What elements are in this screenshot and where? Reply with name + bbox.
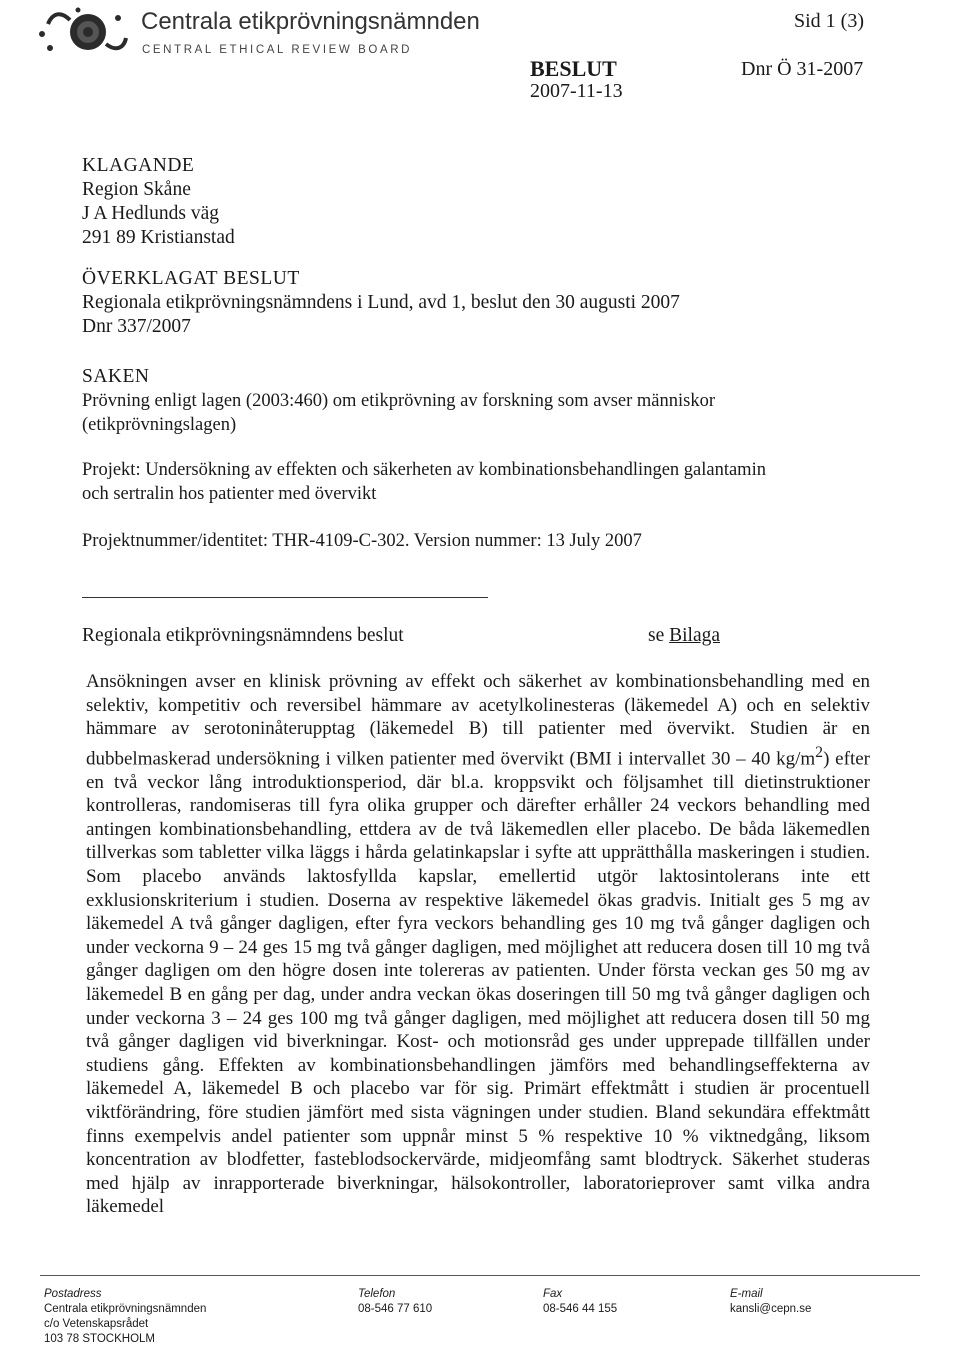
klagande-line: 291 89 Kristianstad: [82, 227, 235, 248]
overklagat-section: [82, 267, 680, 339]
postadress-label: Postadress: [44, 1288, 102, 1300]
divider: [82, 597, 488, 598]
klagande-line: J A Hedlunds väg: [82, 203, 220, 224]
footer-postadress: [44, 1287, 206, 1347]
overklagat-heading: ÖVERKLAGAT BESLUT: [82, 268, 300, 289]
body-text: [86, 670, 870, 1219]
page-number: Sid 1 (3): [794, 10, 864, 32]
footer-fax: [543, 1287, 617, 1317]
decision-see-prefix: se: [648, 625, 665, 646]
email-address[interactable]: kansli@cepn.se: [730, 1303, 812, 1315]
saken-line: (etikprövningslagen): [82, 415, 237, 435]
postadress-line: 103 78 STOCKHOLM: [44, 1333, 156, 1345]
bilaga-link[interactable]: Bilaga: [669, 625, 721, 646]
email-label: E-mail: [730, 1288, 763, 1300]
klagande-heading: KLAGANDE: [82, 155, 195, 176]
projekt-line: och sertralin hos patienter med övervikt: [82, 484, 377, 504]
case-number: Dnr Ö 31-2007: [741, 58, 864, 80]
document-date: 2007-11-13: [530, 80, 623, 102]
org-subtitle: CENTRAL ETHICAL REVIEW BOARD: [142, 44, 413, 56]
decision-label: Regionala etikprövningsnämndens beslut: [82, 625, 404, 646]
klagande-section: [82, 154, 235, 250]
footer-email: [730, 1287, 811, 1317]
org-name: Centrala etikprövningsnämnden: [141, 8, 480, 35]
postadress-line: Centrala etikprövningsnämnden: [44, 1303, 207, 1315]
footer-telefon: [358, 1287, 432, 1317]
decision-reference: [648, 624, 720, 648]
telefon-number: 08-546 77 610: [358, 1303, 433, 1315]
projekt-line: Projekt: Undersökning av effekten och säkerheten av kombinationsbehandlingen galantamin: [82, 460, 766, 480]
body-part-1: Ansökningen avser en klinisk prövning av effekt och säkerhet av kombinationsbehandling med en selektiv, kompetitiv och reversibel hämmare av acetylkolinesteras (läkemedel A) och en selektiv hämmare av serotoninåterupptag (läkemedel B) till patienter med övervikt. Studien är en dubbelmaskerad undersökning i vilken patienter med övervikt (BMI i intervallet 30 – 40 kg/m: [86, 671, 870, 770]
document-type: BESLUT: [530, 56, 617, 81]
fax-number: 08-546 44 155: [543, 1303, 618, 1315]
overklagat-line: Dnr 337/2007: [82, 316, 191, 337]
body-part-2: ) efter en två veckor lång introduktionsperiod, där bl.a. kroppsvikt och följsamhet till dietinstruktioner kontrolleras, randomiseras till fyra olika grupper och därefter erhåller 24 veckors behandling med antingen kombinationsbehandling, ettdera av de två läkemedlen eller placebo. De båda läkemedlen tillverkas som tabletter vilka läggs i hårda gelatinkapslar i syfte att upprätthålla maskeringen i studien. Som placebo används laktosfyllda kapslar, emellertid utgör laktosintolerans inte ett exklusionskriterium i studien. Doserna av respektive läkemedel ökas gradvis. Initialt ges 5 mg av läkemedel A två gånger dagligen, efter fyra veckors behandling ges 10 mg två gånger dagligen och under veckorna 9 – 24 ges 15 mg två gånger dagligen, med möjlighet att reducera dosen till 10 mg två gånger dagligen om den högre dosen inte tolereras av patienten. Under första veckan ges 50 mg av läkemedel B en gång per dag, under andra veckan ökas doseringen till 50 mg två gånger dagligen och under veckorna 3 – 24 ges 100 mg två gånger dagligen, med möjlighet att reducera dosen till 50 mg två gånger dagligen vid biverkningar. Kost- och motionsråd ges under upprepade tillfällen under studiens gång. Effekten av kombinationsbehandlingen jämförs med behandlingseffekterna av läkemedel A, läkemedel B och placebo var för sig. Primärt effektmått i studien är procentuell viktförändring, före studien jämfört med sista vägningen under studien. Bland sekundära effektmått finns exempelvis andel patienter som uppnår minst 5 % respektive 10 % viktnedgång, liksom koncentration av blodfetter, fasteblodsockervärde, midjeomfång samt blodtryck. Säkerhet studeras med hjälp av inrapporterade biverkningar, hälsokontroller, laboratorieprover samt vilka andra läkemedel: [86, 748, 870, 1218]
footer-divider: [40, 1275, 920, 1276]
projektnummer: Projektnummer/identitet: THR-4109-C-302. Version nummer: 13 July 2007: [82, 531, 642, 551]
saken-line: Prövning enligt lagen (2003:460) om etikprövning av forskning som avser människor: [82, 391, 716, 411]
klagande-line: Region Skåne: [82, 179, 191, 200]
body-paragraph: [86, 670, 870, 1219]
superscript: 2: [815, 743, 824, 761]
saken-section: [82, 365, 715, 437]
fax-label: Fax: [543, 1288, 563, 1300]
seal-logo-icon: [30, 4, 130, 56]
overklagat-line: Regionala etikprövningsnämndens i Lund, avd 1, beslut den 30 augusti 2007: [82, 292, 680, 313]
telefon-label: Telefon: [358, 1288, 396, 1300]
postadress-line: c/o Vetenskapsrådet: [44, 1318, 149, 1330]
projekt-section: [82, 458, 766, 506]
saken-heading: SAKEN: [82, 366, 150, 387]
